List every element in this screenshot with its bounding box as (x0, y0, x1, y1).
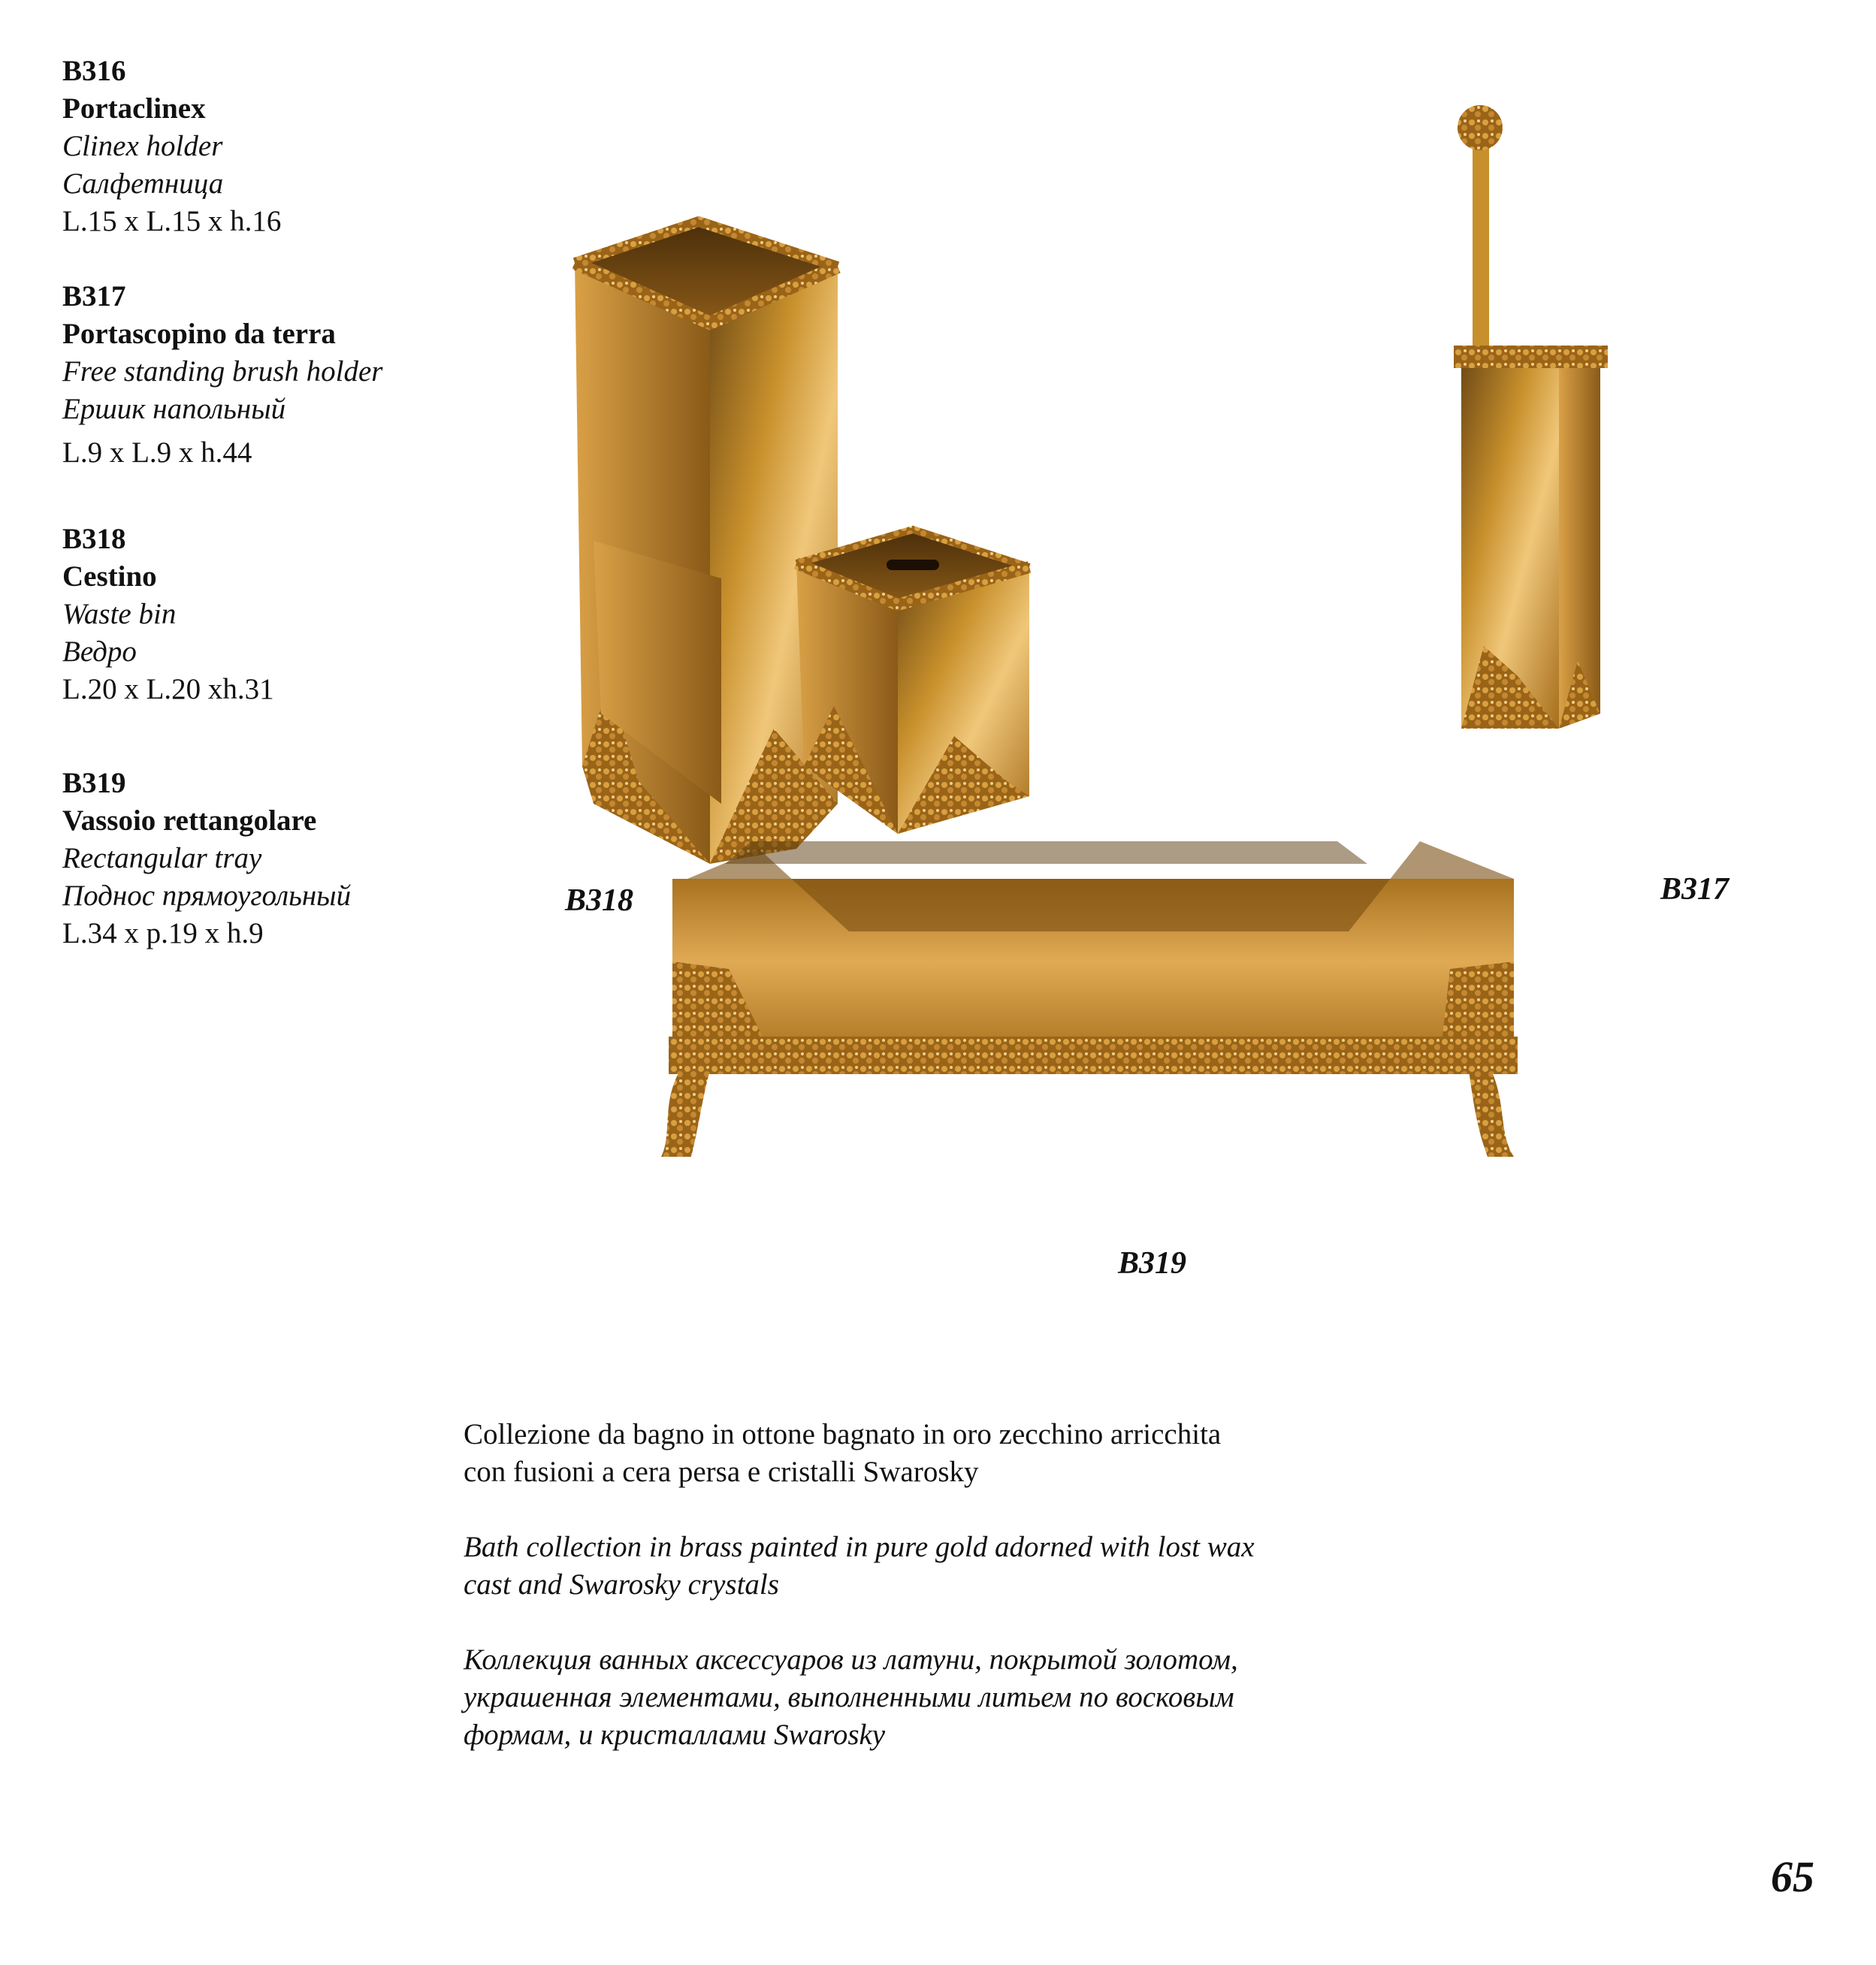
product-name-en: Free standing brush holder (62, 355, 383, 388)
product-name-it: Cestino (62, 560, 157, 593)
product-code: B319 (62, 767, 126, 799)
product-name-en: Clinex holder (62, 130, 223, 162)
description-line: con fusioni a cera persa e cristalli Swarosky (464, 1456, 979, 1488)
photo-label-b317: B317 (1660, 872, 1729, 907)
photo-label-b319: B319 (1118, 1246, 1187, 1281)
product-name-it: Portaclinex (62, 92, 206, 125)
product-name-ru: Салфетница (62, 168, 224, 200)
description-line: Collezione da bagno in ottone bagnato in oro zecchino arricchita (464, 1418, 1222, 1450)
product-name-ru: Поднос прямоугольный (62, 880, 352, 912)
description-russian (464, 1641, 1238, 1754)
product-name-en: Rectangular tray (62, 842, 262, 874)
product-dimensions: L.20 x L.20 xh.31 (62, 673, 274, 705)
description-italian (464, 1416, 1221, 1491)
product-code: B318 (62, 523, 126, 555)
product-name-it: Portascopino da terra (62, 318, 336, 350)
brush-holder-illustration (1454, 105, 1608, 729)
product-dimensions: L.34 x p.19 x h.9 (62, 917, 264, 949)
product-name-ru: Ведро (62, 635, 137, 668)
description-line: украшенная элементами, выполненными литьем по восковым (464, 1681, 1234, 1713)
product-code: B317 (62, 280, 126, 312)
product-name-ru: Ершик напольный (62, 393, 286, 425)
tray-illustration (661, 841, 1518, 1157)
product-name-it: Vassoio rettangolare (62, 804, 317, 837)
description-line: Коллекция ванных аксессуаров из латуни, покрытой золотом, (464, 1644, 1238, 1676)
product-photo (548, 105, 1690, 1307)
product-spec-b318 (62, 521, 274, 708)
product-code: B316 (62, 55, 126, 87)
product-name-en: Waste bin (62, 598, 177, 630)
description-line: формам, и кристаллами Swarosky (464, 1719, 886, 1751)
product-spec-b316 (62, 53, 281, 240)
product-dimensions: L.9 x L.9 x h.44 (62, 436, 252, 469)
page-number: 65 (1771, 1852, 1814, 1901)
photo-label-b318: B318 (565, 883, 634, 918)
product-spec-b319 (62, 765, 351, 952)
product-spec-b317 (62, 278, 382, 472)
product-dimensions: L.15 x L.15 x h.16 (62, 205, 282, 237)
description-english (464, 1529, 1255, 1604)
description-line: cast and Swarosky crystals (464, 1568, 779, 1601)
description-line: Bath collection in brass painted in pure gold adorned with lost wax (464, 1531, 1255, 1563)
